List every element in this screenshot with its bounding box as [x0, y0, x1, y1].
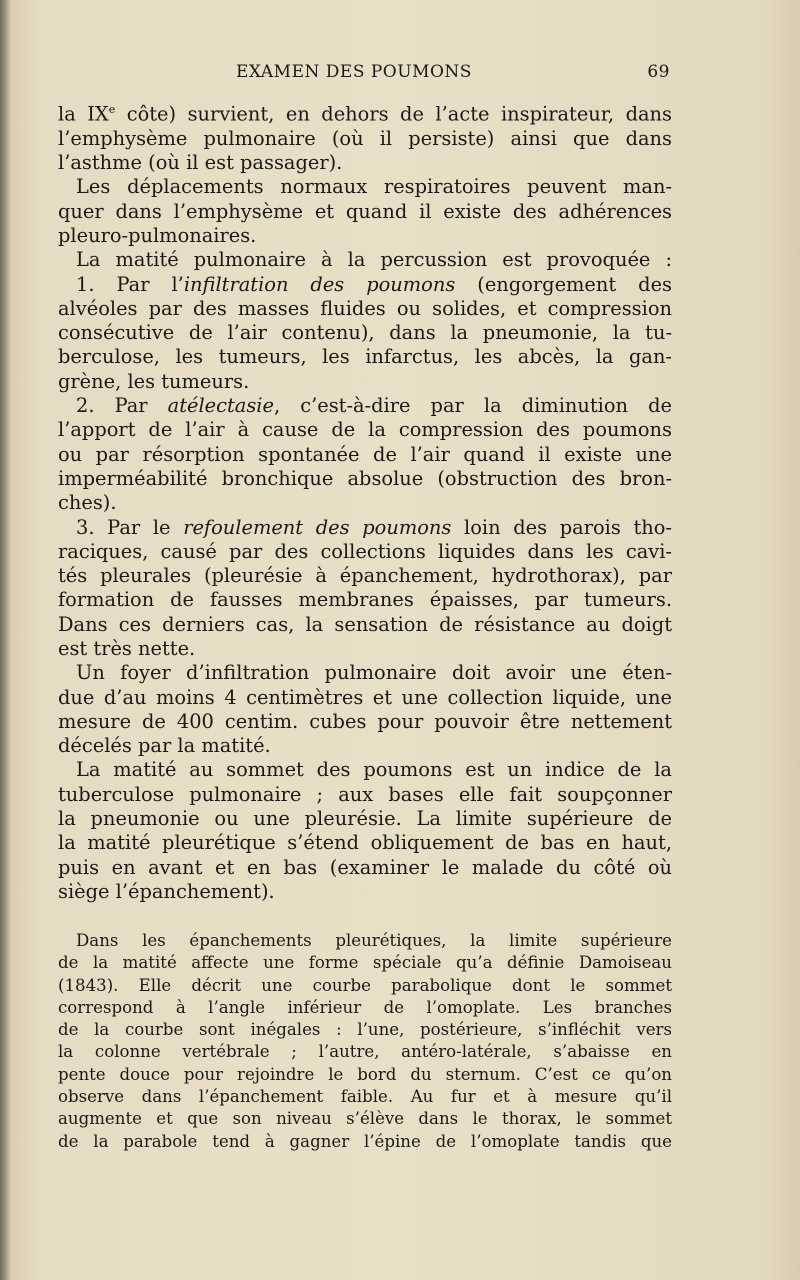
- text-line: formation de fausses membranes épaisses, par tumeurs.: [58, 588, 672, 612]
- text-line: La matité au sommet des poumons est un indice de la: [76, 758, 672, 782]
- text-line: tés pleurales (pleurésie à épanchement, hydrothorax), par: [58, 564, 672, 588]
- text-line: Les déplacements normaux respiratoires peuvent man-: [76, 175, 672, 199]
- text-line: tuberculose pulmonaire ; aux bases elle fait soupçonner: [58, 782, 672, 806]
- text-line: ches).: [58, 491, 117, 515]
- text-line: pleuro-pulmonaires.: [58, 223, 257, 247]
- text-line: alvéoles par des masses fluides ou solides, et compression: [58, 296, 672, 320]
- text-line: grène, les tumeurs.: [58, 369, 250, 393]
- note-line: Dans les épanchements pleurétiques, la limite supérieure: [76, 931, 672, 950]
- note-line: de la parabole tend à gagner l’épine de l’omoplate tandis que: [58, 1131, 672, 1151]
- page-binding-edge: [0, 0, 10, 1280]
- note-line: de la courbe sont inégales : l’une, postérieure, s’infléchit vers: [58, 1020, 672, 1040]
- page-header: [236, 62, 670, 86]
- emphasis-infiltration: infiltration des poumons: [183, 272, 456, 296]
- text-line: berculose, les tumeurs, les infarctus, les abcès, la gan-: [58, 345, 672, 369]
- text-line: imperméabilité bronchique absolue (obstruction des bron-: [58, 466, 672, 490]
- text-line: mesure de 400 centim. cubes pour pouvoir être nettement: [58, 709, 672, 733]
- text-line: l’asthme (où il est passager).: [58, 151, 343, 175]
- note-line: (1843). Elle décrit une courbe parabolique dont le sommet: [58, 975, 672, 995]
- text-line: est très nette.: [58, 637, 196, 660]
- footnote-text: [58, 930, 672, 1153]
- text-line: l’apport de l’air à cause de la compression des poumons: [58, 418, 672, 442]
- text-line: Dans ces derniers cas, la sensation de résistance au doigt: [58, 612, 672, 636]
- note-line: augmente et que son niveau s’élève dans le thorax, le sommet: [58, 1109, 672, 1129]
- text-line: consécutive de l’air contenu), dans la pneumonie, la tu-: [58, 321, 672, 345]
- note-line: la colonne vertébrale ; l’autre, antéro-latérale, s’abaisse en: [58, 1042, 672, 1062]
- text-line: décelés par la matité.: [58, 734, 271, 758]
- text-line: 2. Par atélectasie, c’est-à-dire par la diminution de: [76, 394, 672, 418]
- note-line: observe dans l’épanchement faible. Au fur et à mesure qu’il: [58, 1087, 672, 1107]
- emphasis-refoulement: refoulement des poumons: [183, 515, 452, 539]
- text-line: puis en avant et en bas (examiner le malade du côté où: [58, 855, 672, 879]
- text-line: Un foyer d’infiltration pulmonaire doit avoir une éten-: [76, 661, 672, 685]
- text-line: l’emphysème pulmonaire (où il persiste) ainsi que dans: [58, 126, 672, 150]
- note-line: pente douce pour rejoindre le bord du sternum. C’est ce qu’on: [58, 1064, 672, 1084]
- text-line: la matité pleurétique s’étend obliquement de bas en haut,: [58, 831, 672, 855]
- text-line: 3. Par le refoulement des poumons loin des parois tho-: [76, 515, 672, 539]
- note-line: de la matité affecte une forme spéciale qu’a définie Damoiseau: [58, 953, 672, 973]
- text-line: ou par résorption spontanée de l’air quand il existe une: [58, 442, 672, 466]
- text-line: la IXe côte) survient, en dehors de l’acte inspirateur, dans: [58, 102, 672, 126]
- emphasis-atelectasie: atélectasie: [167, 394, 274, 418]
- page-number: 69: [647, 62, 670, 82]
- text-line: La matité pulmonaire à la percussion est provoquée :: [76, 248, 672, 272]
- main-text: [58, 98, 672, 904]
- text-line: raciques, causé par des collections liquides dans les cavi-: [58, 539, 672, 563]
- text-line: quer dans l’emphysème et quand il existe des adhérences: [58, 199, 672, 223]
- text-line: due d’au moins 4 centimètres et une collection liquide, une: [58, 685, 672, 709]
- text-line: siège l’épanchement).: [58, 879, 275, 903]
- running-title: EXAMEN DES POUMONS: [236, 62, 472, 82]
- note-line: correspond à l’angle inférieur de l’omoplate. Les branches: [58, 997, 672, 1017]
- text-line: la pneumonie ou une pleurésie. La limite supérieure de: [58, 807, 672, 831]
- text-line: 1. Par l’infiltration des poumons (engorgement des: [76, 272, 672, 296]
